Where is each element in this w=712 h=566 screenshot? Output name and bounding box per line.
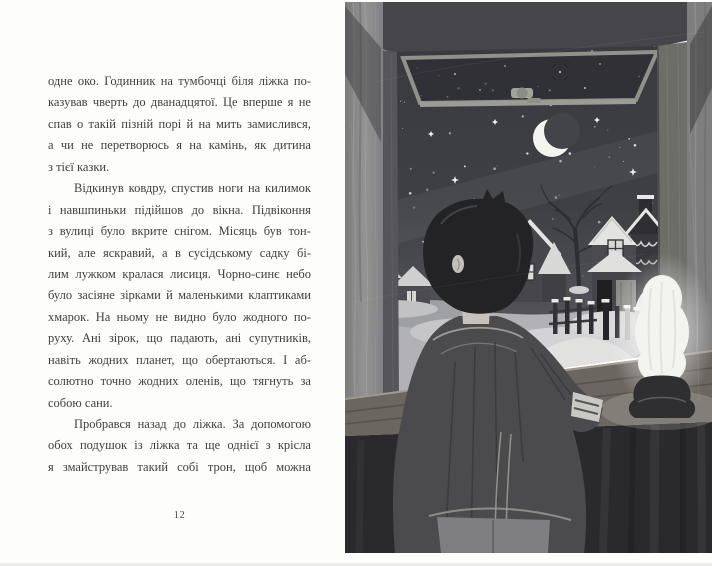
text-line: Пробрався назад до ліжка. За допомогою [74, 417, 311, 431]
text-line: солютно точно жодних оленів, що тягнуть за [48, 374, 311, 389]
illustration [345, 2, 712, 553]
transom-window [403, 52, 657, 105]
text-line: Відкинув ковдру, спустив ноги на килимок [74, 181, 311, 196]
text-line: лим лужком кралася лисиця. Чорно-синє небо [48, 266, 311, 281]
text-line: казував чверть до дванадцятої. Це вперше я не [48, 95, 311, 110]
text-line: навіть жодних планет, що обертаються. І аб- [48, 352, 311, 367]
text-line: з тієї казки. [48, 159, 110, 174]
story-text [48, 74, 311, 481]
page-number: 12 [173, 510, 186, 521]
text-line: собою сани. [48, 395, 113, 410]
text-line: обох подушок із ліжка та ще однієї з крісла [48, 438, 311, 453]
text-line: і навшпиньки підійшов до вікна. Підвіконня [48, 202, 311, 217]
text-line: хмарок. На ньому не видно було жодного по- [48, 309, 311, 324]
text-line: спав о такій пізній порі й на мить замислився, [48, 116, 311, 131]
text-line: кий, але яскравий, а в сусідському садку бі- [48, 245, 311, 260]
boy-ear [452, 255, 464, 273]
text-line: з вулиці було вкрите снігом. Місяць був тон- [48, 224, 311, 239]
wall-band [345, 2, 712, 52]
text-line: руху. Ані зірок, що падають, ані супутників, [48, 331, 311, 346]
text-line: було засіяне зірками й маленькими клаптиками [48, 288, 311, 303]
text-line: а чи не перетворюсь я на камінь, як дитина [48, 138, 311, 153]
text-line: я змайстрував такий собі трон, щоб можна [48, 459, 311, 474]
text-line: одне око. Годинник на тумбочці біля ліжка по- [48, 74, 311, 88]
left-curtain [345, 2, 383, 404]
